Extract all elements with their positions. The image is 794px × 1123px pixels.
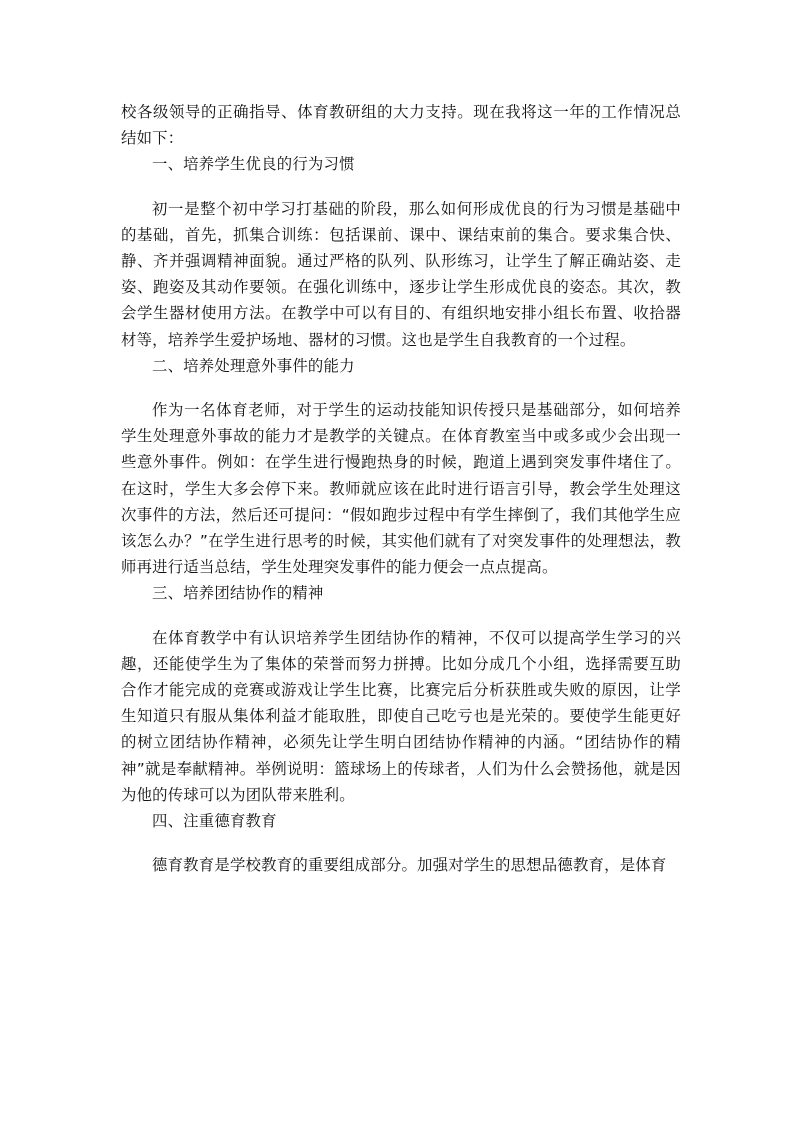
section-3-paragraph: 在体育教学中有认识培养学生团结协作的精神，不仅可以提高学生学习的兴趣，还能使学生为了集体的荣誉而努力拼搏。比如分成几个小组，选择需要互助合作才能完成的竞赛或游戏让学生比赛，比赛完后分析获胜或失败的原因，让学生知道只有服从集体利益才能取胜，即使自己吃亏也是光荣的。要使学生能更好的树立团结协作精神，必须先让学生明白团结协作精神的内涵。“团结协作的精神”就是奉献精神。举例说明：篮球场上的传球者，人们为什么会赞扬他，就是因为他的传球可以为团队带来胜利。 (121, 628, 681, 804)
intro-paragraph: 校各级领导的正确指导、体育教研组的大力支持。现在我将这一年的工作情况总结如下： (121, 103, 681, 148)
document-page (121, 99, 681, 878)
section-1-paragraph: 初一是整个初中学习打基础的阶段，那么如何形成优良的行为习惯是基础中的基础，首先，抓集合训练：包括课前、课中、课结束前的集合。要求集合快、静、齐并强调精神面貌。通过严格的队列、队形练习，让学生了解正确站姿、走姿、跑姿及其动作要领。在强化训练中，逐步让学生形成优良的姿态。其次，教会学生器材使用方法。在教学中可以有目的、有组织地安排小组长布置、收拾器材等，培养学生爱护场地、器材的习惯。这也是学生自我教育的一个过程。 (121, 199, 681, 349)
section-2-paragraph: 作为一名体育老师，对于学生的运动技能知识传授只是基础部分，如何培养学生处理意外事故的能力才是教学的关键点。在体育教室当中或多或少会出现一些意外事件。例如：在学生进行慢跑热身的时候，跑道上遇到突发事件堵住了。在这时，学生大多会停下来。教师就应该在此时进行语言引导，教会学生处理这次事件的方法，然后还可提问：“假如跑步过程中有学生摔倒了，我们其他学生应该怎么办？”在学生进行思考的时候，其实他们就有了对突发事件的处理想法，教师再进行适当总结，学生处理突发事件的能力便会一点点提高。 (121, 401, 681, 577)
section-1-heading: 一、培养学生优良的行为习惯 (152, 155, 355, 174)
section-3-heading: 三、培养团结协作的精神 (152, 584, 324, 603)
section-4-heading: 四、注重德育教育 (152, 812, 277, 831)
section-4-paragraph: 德育教育是学校教育的重要组成部分。加强对学生的思想品德教育，是体育 (152, 856, 667, 875)
section-2-heading: 二、培养处理意外事件的能力 (152, 356, 355, 375)
